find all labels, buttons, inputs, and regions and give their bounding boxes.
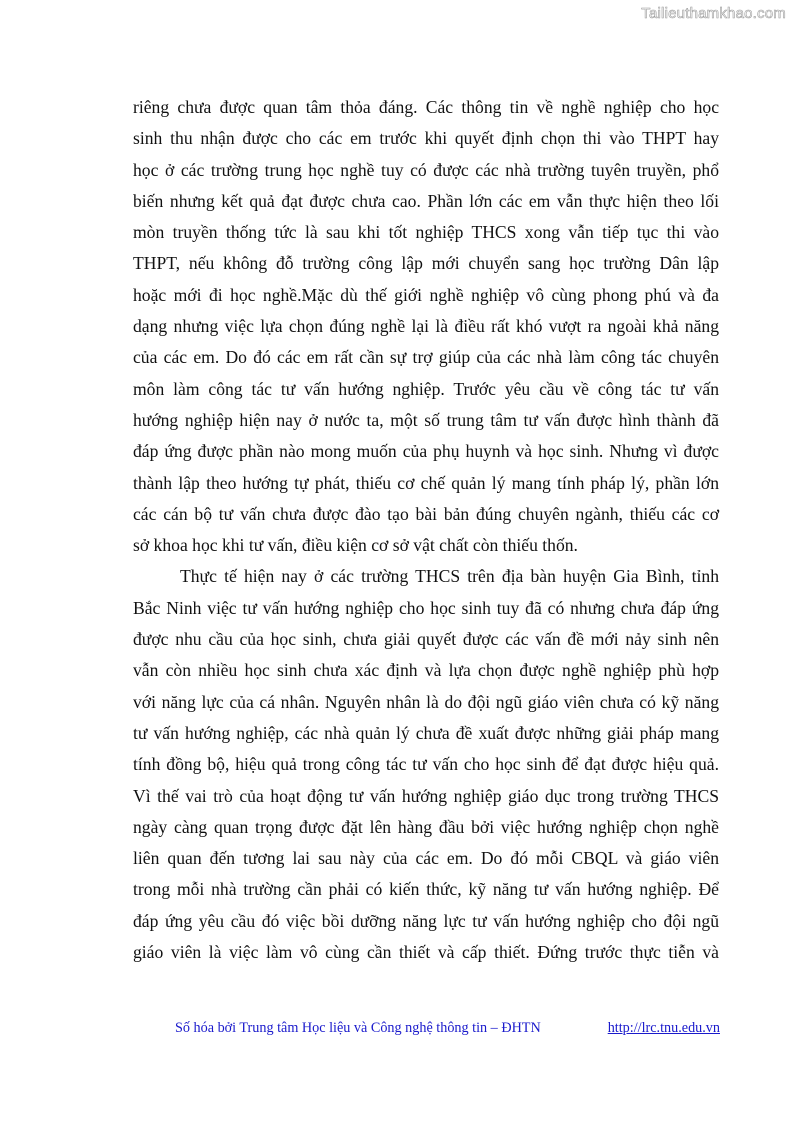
paragraph <box>133 92 719 561</box>
text-line: Vì thế vai trò của hoạt động tư vấn hướng nghiệp giáo dục trong trường THCS <box>133 785 719 806</box>
text-line: sở khoa học khi tư vấn, điều kiện cơ sở vật chất còn thiếu thốn. <box>133 535 578 556</box>
text-line: biến nhưng kết quả đạt được chưa cao. Phần lớn các em vẫn thực hiện theo lối <box>133 190 719 211</box>
text-line: học ở các trường trung học nghề tuy có được các nhà trường tuyên truyền, phổ <box>133 159 719 180</box>
text-line: dạng nhưng việc lựa chọn đúng nghề lại là điều rất khó vượt ra ngoài khả năng <box>133 316 719 337</box>
text-line: với năng lực của cá nhân. Nguyên nhân là do đội ngũ giáo viên chưa có kỹ năng <box>133 691 719 712</box>
text-line: đáp ứng được phần nào mong muốn của phụ huynh và học sinh. Nhưng vì được <box>133 441 719 462</box>
text-line: Thực tế hiện nay ở các trường THCS trên địa bàn huyện Gia Bình, tỉnh <box>180 566 719 587</box>
footer-link[interactable]: http://lrc.tnu.edu.vn <box>607 1020 720 1036</box>
text-line: mòn truyền thống tức là sau khi tốt nghiệp THCS xong vẫn tiếp tục thi vào <box>133 222 719 243</box>
text-line: của các em. Do đó các em rất cần sự trợ giúp của các nhà làm công tác chuyên <box>133 347 719 368</box>
text-line: tư vấn hướng nghiệp, các nhà quản lý chưa đề xuất được những giải pháp mang <box>133 722 719 743</box>
text-line: tính đồng bộ, hiệu quả trong công tác tư vấn cho học sinh để đạt được hiệu quả. <box>133 754 719 775</box>
text-line: riêng chưa được quan tâm thỏa đáng. Các thông tin về nghề nghiệp cho học <box>133 97 719 117</box>
text-line: THPT, nếu không đỗ trường công lập mới chuyển sang học trường Dân lập <box>133 253 719 274</box>
text-line: được nhu cầu của học sinh, chưa giải quyết được các vấn đề mới nảy sinh nên <box>133 629 719 650</box>
text-line: hướng nghiệp hiện nay ở nước ta, một số trung tâm tư vấn được hình thành đã <box>133 409 719 430</box>
text-line: giáo viên là việc làm vô cùng cần thiết và cấp thiết. Đứng trước thực tiễn và <box>133 942 719 963</box>
text-line: môn làm công tác tư vấn hướng nghiệp. Trước yêu cầu về công tác tư vấn <box>133 378 719 399</box>
watermark-text: Tailieuthamkhao.com <box>641 5 786 22</box>
text-line: sinh thu nhận được cho các em trước khi quyết định chọn thi vào THPT hay <box>133 128 719 149</box>
text-line: các cán bộ tư vấn chưa được đào tạo bài bản đúng chuyên ngành, thiếu các cơ <box>133 503 719 524</box>
text-line: Bắc Ninh việc tư vấn hướng nghiệp cho học sinh tuy đã có nhưng chưa đáp ứng <box>133 597 719 618</box>
text-line: đáp ứng yêu cầu đó việc bồi dưỡng năng lực tư vấn hướng nghiệp cho đội ngũ <box>133 910 719 931</box>
text-line: thành lập theo hướng tự phát, thiếu cơ chế quản lý mang tính pháp lý, phần lớn <box>133 472 719 493</box>
document-body <box>133 92 719 968</box>
text-line: trong mỗi nhà trường cần phải có kiến thức, kỹ năng tư vấn hướng nghiệp. Để <box>133 879 719 900</box>
text-line: liên quan đến tương lai sau này của các em. Do đó mỗi CBQL và giáo viên <box>133 848 719 869</box>
footer-credit: Số hóa bởi Trung tâm Học liệu và Công nghệ thông tin – ĐHTN <box>175 1020 541 1036</box>
text-line: ngày càng quan trọng được đặt lên hàng đầu bởi việc hướng nghiệp chọn nghề <box>133 816 719 837</box>
page-footer <box>175 1020 720 1037</box>
text-line: hoặc mới đi học nghề.Mặc dù thế giới nghề nghiệp vô cùng phong phú và đa <box>133 284 719 305</box>
text-line: vẫn còn nhiều học sinh chưa xác định và lựa chọn được nghề nghiệp phù hợp <box>133 660 719 681</box>
paragraph <box>133 561 719 968</box>
